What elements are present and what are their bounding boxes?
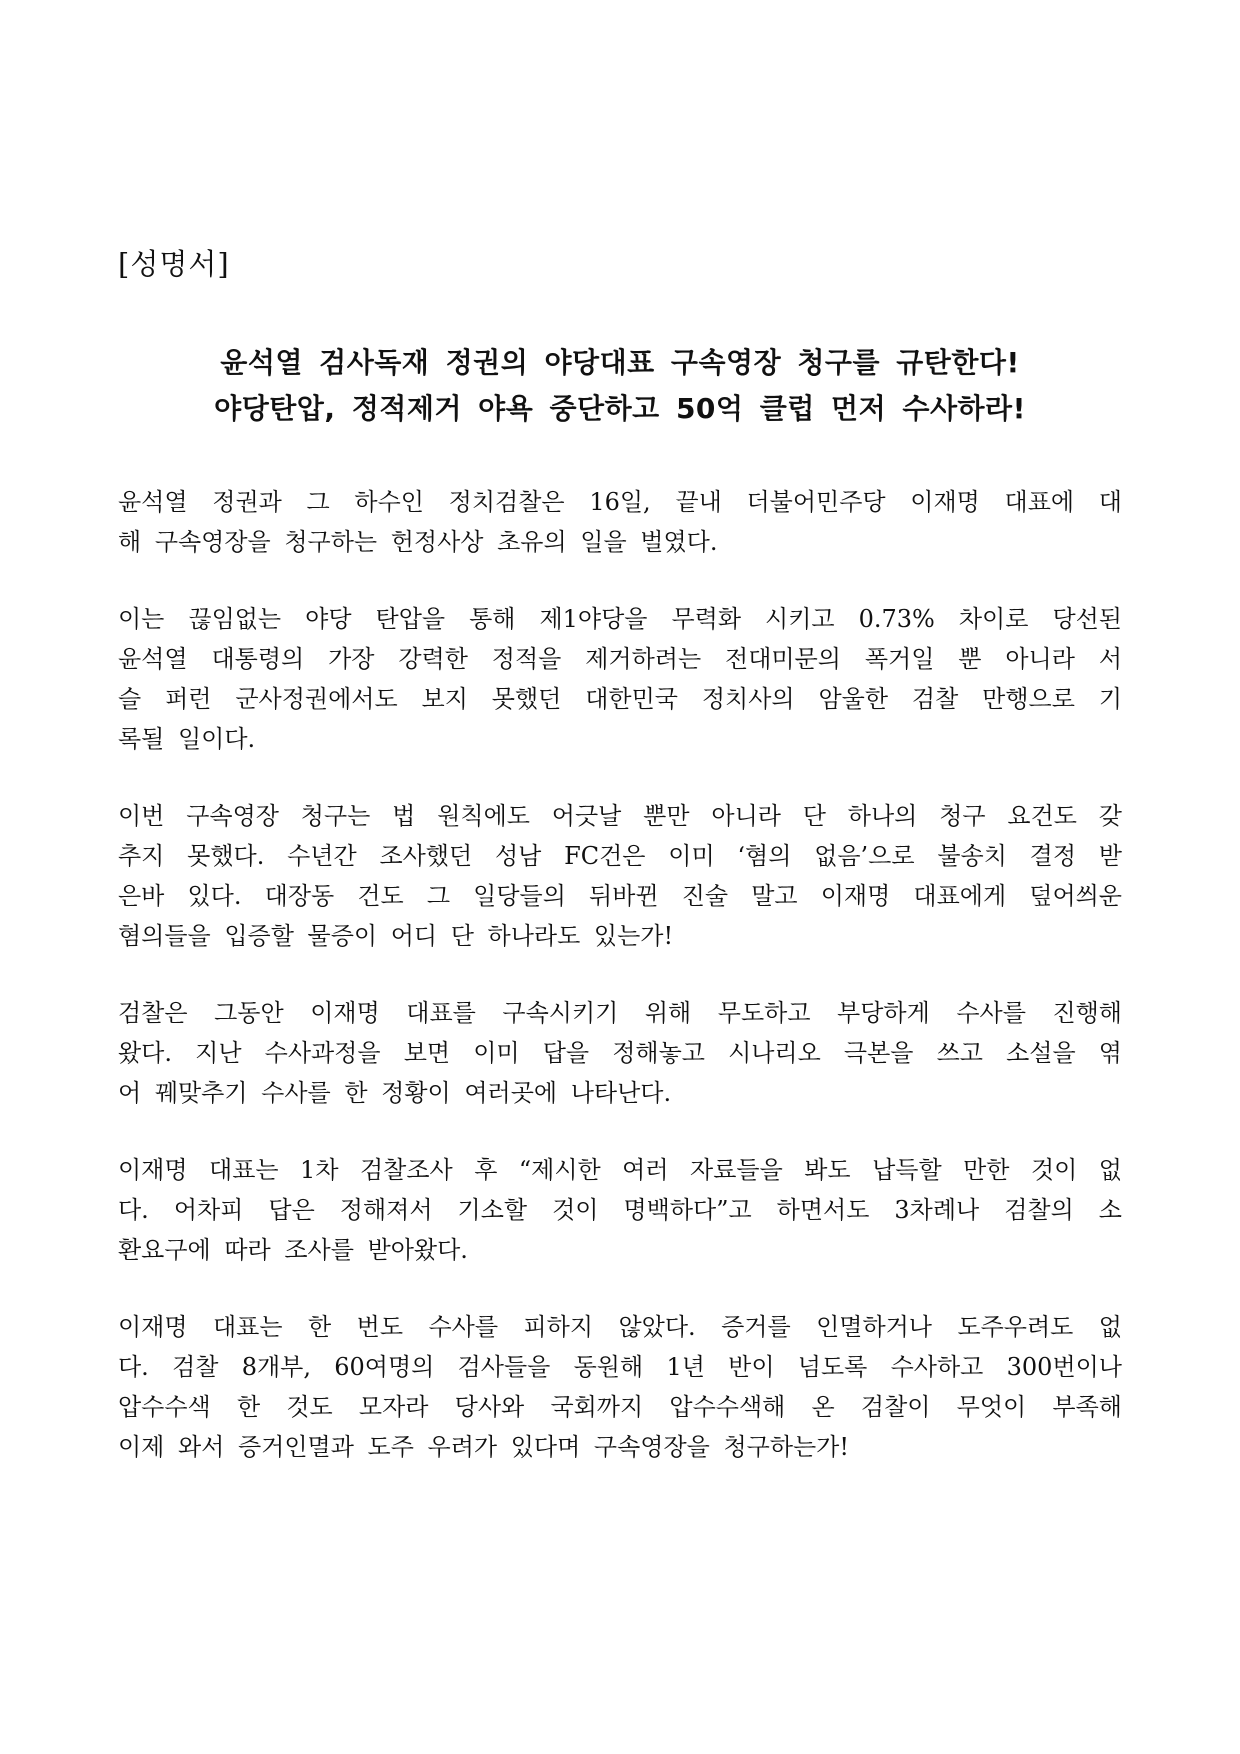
paragraph-line: 환요구에 따라 조사를 받아왔다. bbox=[118, 1236, 468, 1264]
paragraph-line: 이재명 대표는 한 번도 수사를 피하지 않았다. 증거를 인멸하거나 도주우려도 없 bbox=[118, 1313, 1122, 1341]
paragraph-line: 이제 와서 증거인멸과 도주 우려가 있다며 구속영장을 청구하는가! bbox=[118, 1433, 850, 1461]
headline bbox=[118, 340, 1122, 432]
paragraph-line: 슬 퍼런 군사정권에서도 보지 못했던 대한민국 정치사의 암울한 검찰 만행으로 기 bbox=[118, 685, 1122, 713]
paragraph-line: 검찰은 그동안 이재명 대표를 구속시키기 위해 무도하고 부당하게 수사를 진행해 bbox=[118, 999, 1122, 1027]
paragraph bbox=[118, 599, 1122, 759]
document-body bbox=[118, 482, 1122, 1504]
paragraph bbox=[118, 482, 1122, 562]
headline-line: 야당탄압, 정적제거 야욕 중단하고 50억 클럽 먼저 수사하라! bbox=[214, 392, 1026, 425]
paragraph-line: 압수수색 한 것도 모자라 당사와 국회까지 압수수색해 온 검찰이 무엇이 부족해 bbox=[118, 1393, 1122, 1421]
paragraph-line: 추지 못했다. 수년간 조사했던 성남 FC건은 이미 ‘혐의 없음’으로 불송치 결정 받 bbox=[118, 842, 1122, 870]
paragraph-line: 이는 끊임없는 야당 탄압을 통해 제1야당을 무력화 시키고 0.73% 차이로 당선된 bbox=[118, 605, 1122, 633]
paragraph-line: 록될 일이다. bbox=[118, 725, 256, 753]
paragraph-line: 왔다. 지난 수사과정을 보면 이미 답을 정해놓고 시나리오 극본을 쓰고 소설을 엮 bbox=[118, 1039, 1122, 1067]
paragraph-line: 은바 있다. 대장동 건도 그 일당들의 뒤바뀐 진술 말고 이재명 대표에게 덮어씌운 bbox=[118, 882, 1122, 910]
paragraph-line: 혐의들을 입증할 물증이 어디 단 하나라도 있는가! bbox=[118, 922, 674, 950]
paragraph-line: 해 구속영장을 청구하는 헌정사상 초유의 일을 벌였다. bbox=[118, 528, 718, 556]
paragraph-line: 이번 구속영장 청구는 법 원칙에도 어긋날 뿐만 아니라 단 하나의 청구 요건도 갖 bbox=[118, 802, 1122, 830]
paragraph-line: 어 꿰맞추기 수사를 한 정황이 여러곳에 나타난다. bbox=[118, 1079, 672, 1107]
paragraph-line: 윤석열 대통령의 가장 강력한 정적을 제거하려는 전대미문의 폭거일 뿐 아니라 서 bbox=[118, 645, 1122, 673]
headline-line: 윤석열 검사독재 정권의 야당대표 구속영장 청구를 규탄한다! bbox=[220, 346, 1020, 379]
paragraph-line: 이재명 대표는 1차 검찰조사 후 “제시한 여러 자료들을 봐도 납득할 만한 것이 없 bbox=[118, 1156, 1122, 1184]
paragraph-line: 다. 어차피 답은 정해져서 기소할 것이 명백하다”고 하면서도 3차례나 검찰의 소 bbox=[118, 1196, 1122, 1224]
paragraph-line: 윤석열 정권과 그 하수인 정치검찰은 16일, 끝내 더불어민주당 이재명 대표에 대 bbox=[118, 488, 1122, 516]
paragraph bbox=[118, 1150, 1122, 1270]
paragraph-line: 다. 검찰 8개부, 60여명의 검사들을 동원해 1년 반이 넘도록 수사하고 300번이나 bbox=[118, 1353, 1122, 1381]
document-label: [성명서] bbox=[118, 247, 230, 281]
paragraph bbox=[118, 1307, 1122, 1467]
paragraph bbox=[118, 993, 1122, 1113]
paragraph bbox=[118, 796, 1122, 956]
